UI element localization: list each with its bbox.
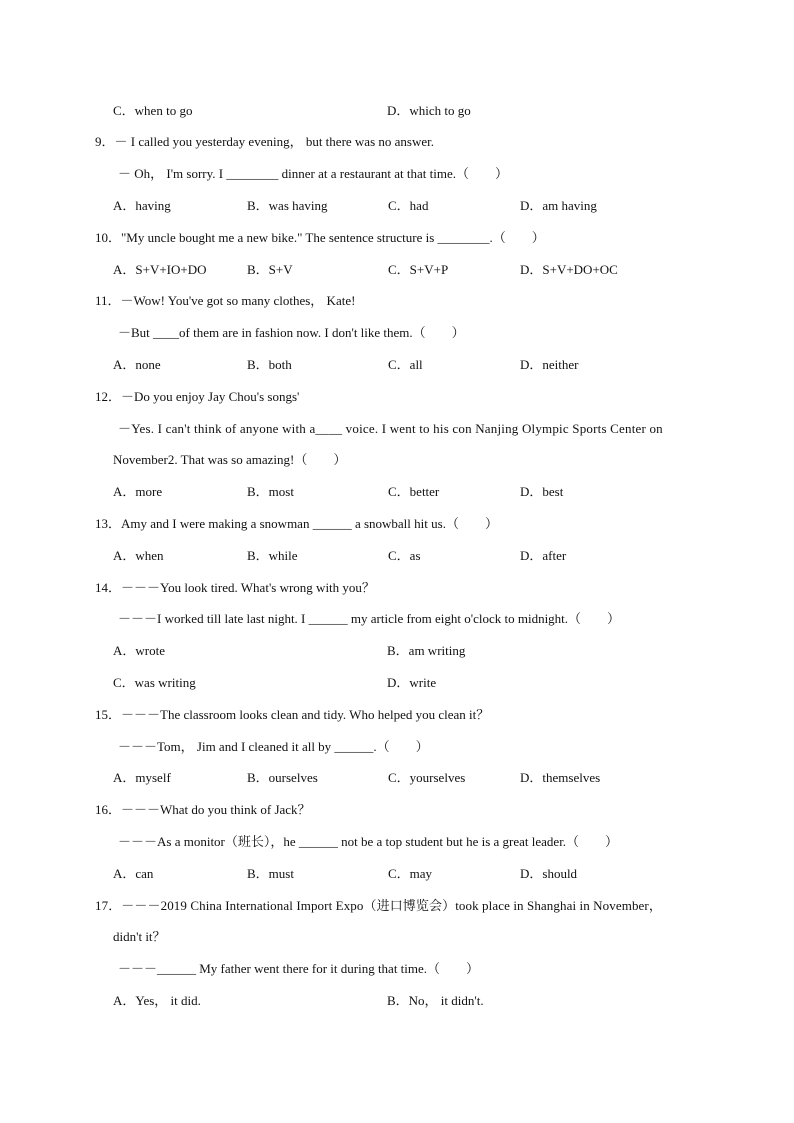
option-d: D．S+V+DO+OC xyxy=(520,262,618,277)
option-b: B．S+V xyxy=(247,262,293,277)
question-10 xyxy=(0,228,794,248)
question-11 xyxy=(0,291,794,311)
question-12 xyxy=(0,387,794,407)
option-c: C．when to go xyxy=(113,103,193,118)
option-d: D．best xyxy=(520,484,564,499)
option-d: D．neither xyxy=(520,357,579,372)
option-row xyxy=(0,260,794,280)
question-text: 13．Amy and I were making a snowman ______ a snowball hit us.（ ） xyxy=(95,516,498,531)
option-b: B．No， it didn't. xyxy=(387,993,484,1008)
question-17-cont xyxy=(0,927,794,947)
question-text: －Yes. I can't think of anyone with a____ voice. I went to his con Nanjing Olympic Sports Center on xyxy=(118,421,663,436)
question-12-reply-cont xyxy=(0,450,794,470)
question-text: November2. That was so amazing!（ ） xyxy=(113,452,347,467)
option-b: B．while xyxy=(247,548,298,563)
question-text: 17．－－－2019 China International Import Expo（进口博览会）took place in Shanghai in November， xyxy=(95,898,662,913)
option-d: D．themselves xyxy=(520,770,601,785)
question-9 xyxy=(0,132,794,152)
question-text: 15．－－－The classroom looks clean and tidy. Who helped you clean it？ xyxy=(95,707,490,722)
option-c: C．better xyxy=(388,484,440,499)
question-text: 16．－－－What do you think of Jack？ xyxy=(95,802,311,817)
option-row xyxy=(0,991,794,1011)
option-d: D．am having xyxy=(520,198,597,213)
question-14-reply xyxy=(0,609,794,629)
question-17 xyxy=(0,896,794,916)
question-15 xyxy=(0,705,794,725)
question-text: didn't it？ xyxy=(113,929,166,944)
option-c: C．S+V+P xyxy=(388,262,449,277)
option-a: A．S+V+IO+DO xyxy=(113,262,207,277)
question-text: － Oh， I'm sorry. I ________ dinner at a restaurant at that time.（ ） xyxy=(118,166,508,181)
option-row xyxy=(0,768,794,788)
option-b: B．ourselves xyxy=(247,770,318,785)
option-a: A．wrote xyxy=(113,643,165,658)
option-c: C．may xyxy=(388,866,433,881)
option-d: D．should xyxy=(520,866,578,881)
option-row xyxy=(0,482,794,502)
question-16 xyxy=(0,800,794,820)
question-text: －But ____of them are in fashion now. I don't like them.（ ） xyxy=(118,325,465,340)
option-d: D．after xyxy=(520,548,567,563)
question-13 xyxy=(0,514,794,534)
option-d: D．write xyxy=(387,675,437,690)
option-c: C．as xyxy=(388,548,421,563)
question-12-reply xyxy=(0,419,794,439)
option-row xyxy=(0,546,794,566)
question-16-reply xyxy=(0,832,794,852)
option-b: B．must xyxy=(247,866,294,881)
option-row xyxy=(0,673,794,693)
question-text: 12．－Do you enjoy Jay Chou's songs' xyxy=(95,389,300,404)
option-row xyxy=(0,355,794,375)
question-14 xyxy=(0,578,794,598)
option-c: C．was writing xyxy=(113,675,196,690)
question-11-reply xyxy=(0,323,794,343)
option-row xyxy=(0,101,794,121)
option-c: C．had xyxy=(388,198,429,213)
option-b: B．most xyxy=(247,484,294,499)
question-text: 14．－－－You look tired. What's wrong with you？ xyxy=(95,580,375,595)
option-b: B．both xyxy=(247,357,292,372)
question-text: 10．"My uncle bought me a new bike." The sentence structure is ________.（ ） xyxy=(95,230,545,245)
option-a: A．Yes， it did. xyxy=(113,993,201,1008)
question-9-reply xyxy=(0,164,794,184)
question-text: －－－As a monitor（班长），he ______ not be a top student but he is a great leader.（ ） xyxy=(118,834,619,849)
option-b: B．was having xyxy=(247,198,328,213)
option-a: A．can xyxy=(113,866,154,881)
option-row xyxy=(0,641,794,661)
question-17-reply xyxy=(0,959,794,979)
option-b: B．am writing xyxy=(387,643,466,658)
option-a: A．myself xyxy=(113,770,171,785)
question-15-reply xyxy=(0,737,794,757)
option-c: C．yourselves xyxy=(388,770,466,785)
option-a: A．more xyxy=(113,484,163,499)
option-row xyxy=(0,864,794,884)
option-c: C．all xyxy=(388,357,423,372)
option-a: A．having xyxy=(113,198,171,213)
question-text: －－－Tom， Jim and I cleaned it all by ______.（ ） xyxy=(118,739,429,754)
question-text: －－－I worked till late last night. I ______ my article from eight o'clock to midnight.（ ） xyxy=(118,611,621,626)
question-text: 11．－Wow! You've got so many clothes， Kate! xyxy=(95,293,356,308)
question-text: 9．－ I called you yesterday evening， but there was no answer. xyxy=(95,134,434,149)
option-a: A．none xyxy=(113,357,161,372)
option-row xyxy=(0,196,794,216)
question-text: －－－______ My father went there for it during that time.（ ） xyxy=(118,961,480,976)
option-d: D．which to go xyxy=(387,103,471,118)
option-a: A．when xyxy=(113,548,164,563)
